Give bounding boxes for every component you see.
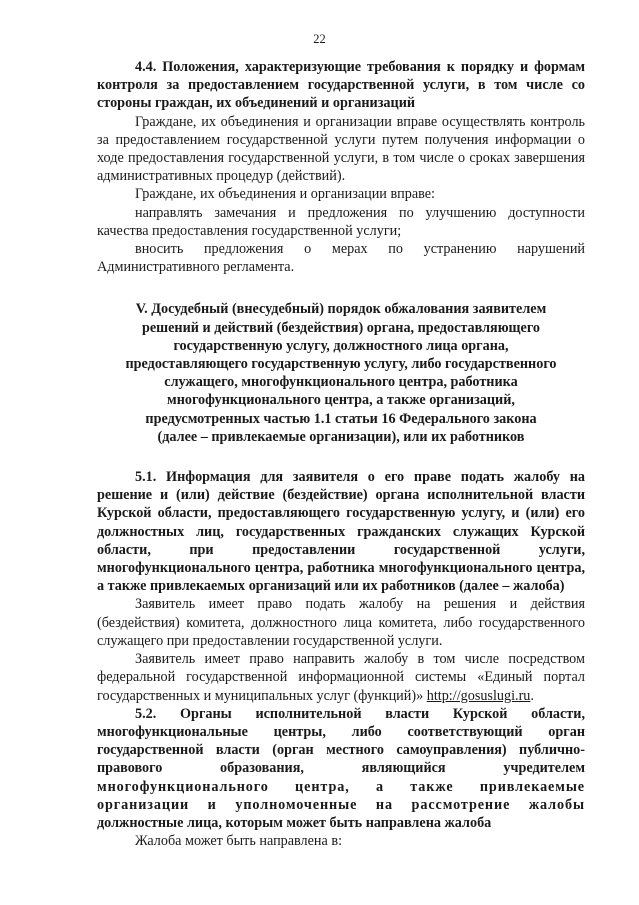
section-5-title-line: предоставляющего государственную услугу, либо государственного [125, 356, 557, 373]
section-4-4-paragraph: направлять замечания и предложения по улучшению доступности качества предоставления государственной услуги; [97, 204, 585, 239]
spacer [97, 276, 585, 300]
gosuslugi-link[interactable]: http://gosuslugi.ru [426, 687, 531, 704]
section-5-title-line: государственную услугу, должностного лица органа, [173, 337, 509, 354]
section-4-4-paragraph: Граждане, их объединения и организации вправе осуществлять контроль за предоставлением государственной услуги путем получения информации о ходе предоставления государственной услуги, в том числе о сроках завершения административных процедур (действий). [97, 113, 585, 185]
portal-text: Заявитель имеет право направить жалобу в том числе посредством федеральной государственной информационной системы «Единый портал государственных и муниципальных услуг (функций)» [97, 651, 585, 704]
section-5-2-paragraph: Жалоба может быть направлена в: [135, 833, 343, 850]
section-4-4-paragraph: вносить предложения о мерах по устранению нарушений Административного регламента. [97, 241, 585, 276]
section-5-1-paragraph-portal [97, 650, 585, 705]
section-5-title-line: решений и действий (бездействия) органа, предоставляющего [141, 319, 541, 336]
page-number: 22 [313, 32, 326, 46]
section-5-2-heading-part: многофункционального центра, а также привлекаемые организации и уполномоченные на рассмотрение жалобы [97, 778, 585, 813]
section-5-title-line: предусмотренных частью 1.1 статьи 16 Федерального закона [145, 410, 537, 427]
section-4-4-paragraph: Граждане, их объединения и организации вправе: [135, 186, 435, 203]
page-content [97, 58, 585, 850]
section-5-title [97, 300, 585, 446]
section-5-2-heading-part: должностные лица, которым может быть направлена жалоба [97, 814, 492, 831]
section-5-1-paragraph: Заявитель имеет право подать жалобу на решения и действия (бездействия) комитета, должностного лица комитета, либо государственного служащего при предоставлении государственной услуги. [97, 596, 585, 649]
section-5-title-line: (далее – привлекаемые организации), или их работников [157, 428, 525, 445]
spacer [97, 446, 585, 468]
section-5-title-line: многофункционального центра, а также организаций, [167, 392, 515, 409]
section-5-2-heading-part: 5.2. Органы исполнительной власти Курской области, многофункциональные центры, либо соответствующий орган государственной власти (орган местного самоуправления) публично-правового образования, являющийся учредителем [97, 705, 585, 777]
section-5-title-line: служащего, многофункционального центра, работника [164, 374, 518, 391]
section-5-1-heading: 5.1. Информация для заявителя о его праве подать жалобу на решение и (или) действие (бездействие) органа исполнительной власти Курской области, предоставляющего государственную услугу, и (или) его должностных лиц, государственных гражданских служащих Курской области, при предоставлении государственной услуги, многофункционального центра, работника многофункционального центра, а также привлекаемых организаций или их работников (далее – жалоба) [97, 469, 585, 595]
section-5-title-line: V. Досудебный (внесудебный) порядок обжалования заявителем [135, 301, 547, 318]
section-4-4-heading: 4.4. Положения, характеризующие требования к порядку и формам контроля за предоставлением государственной услуги, в том числе со стороны граждан, их объединений и организаций [97, 59, 585, 112]
portal-period: . [530, 687, 534, 704]
section-5-2-heading [97, 705, 585, 832]
